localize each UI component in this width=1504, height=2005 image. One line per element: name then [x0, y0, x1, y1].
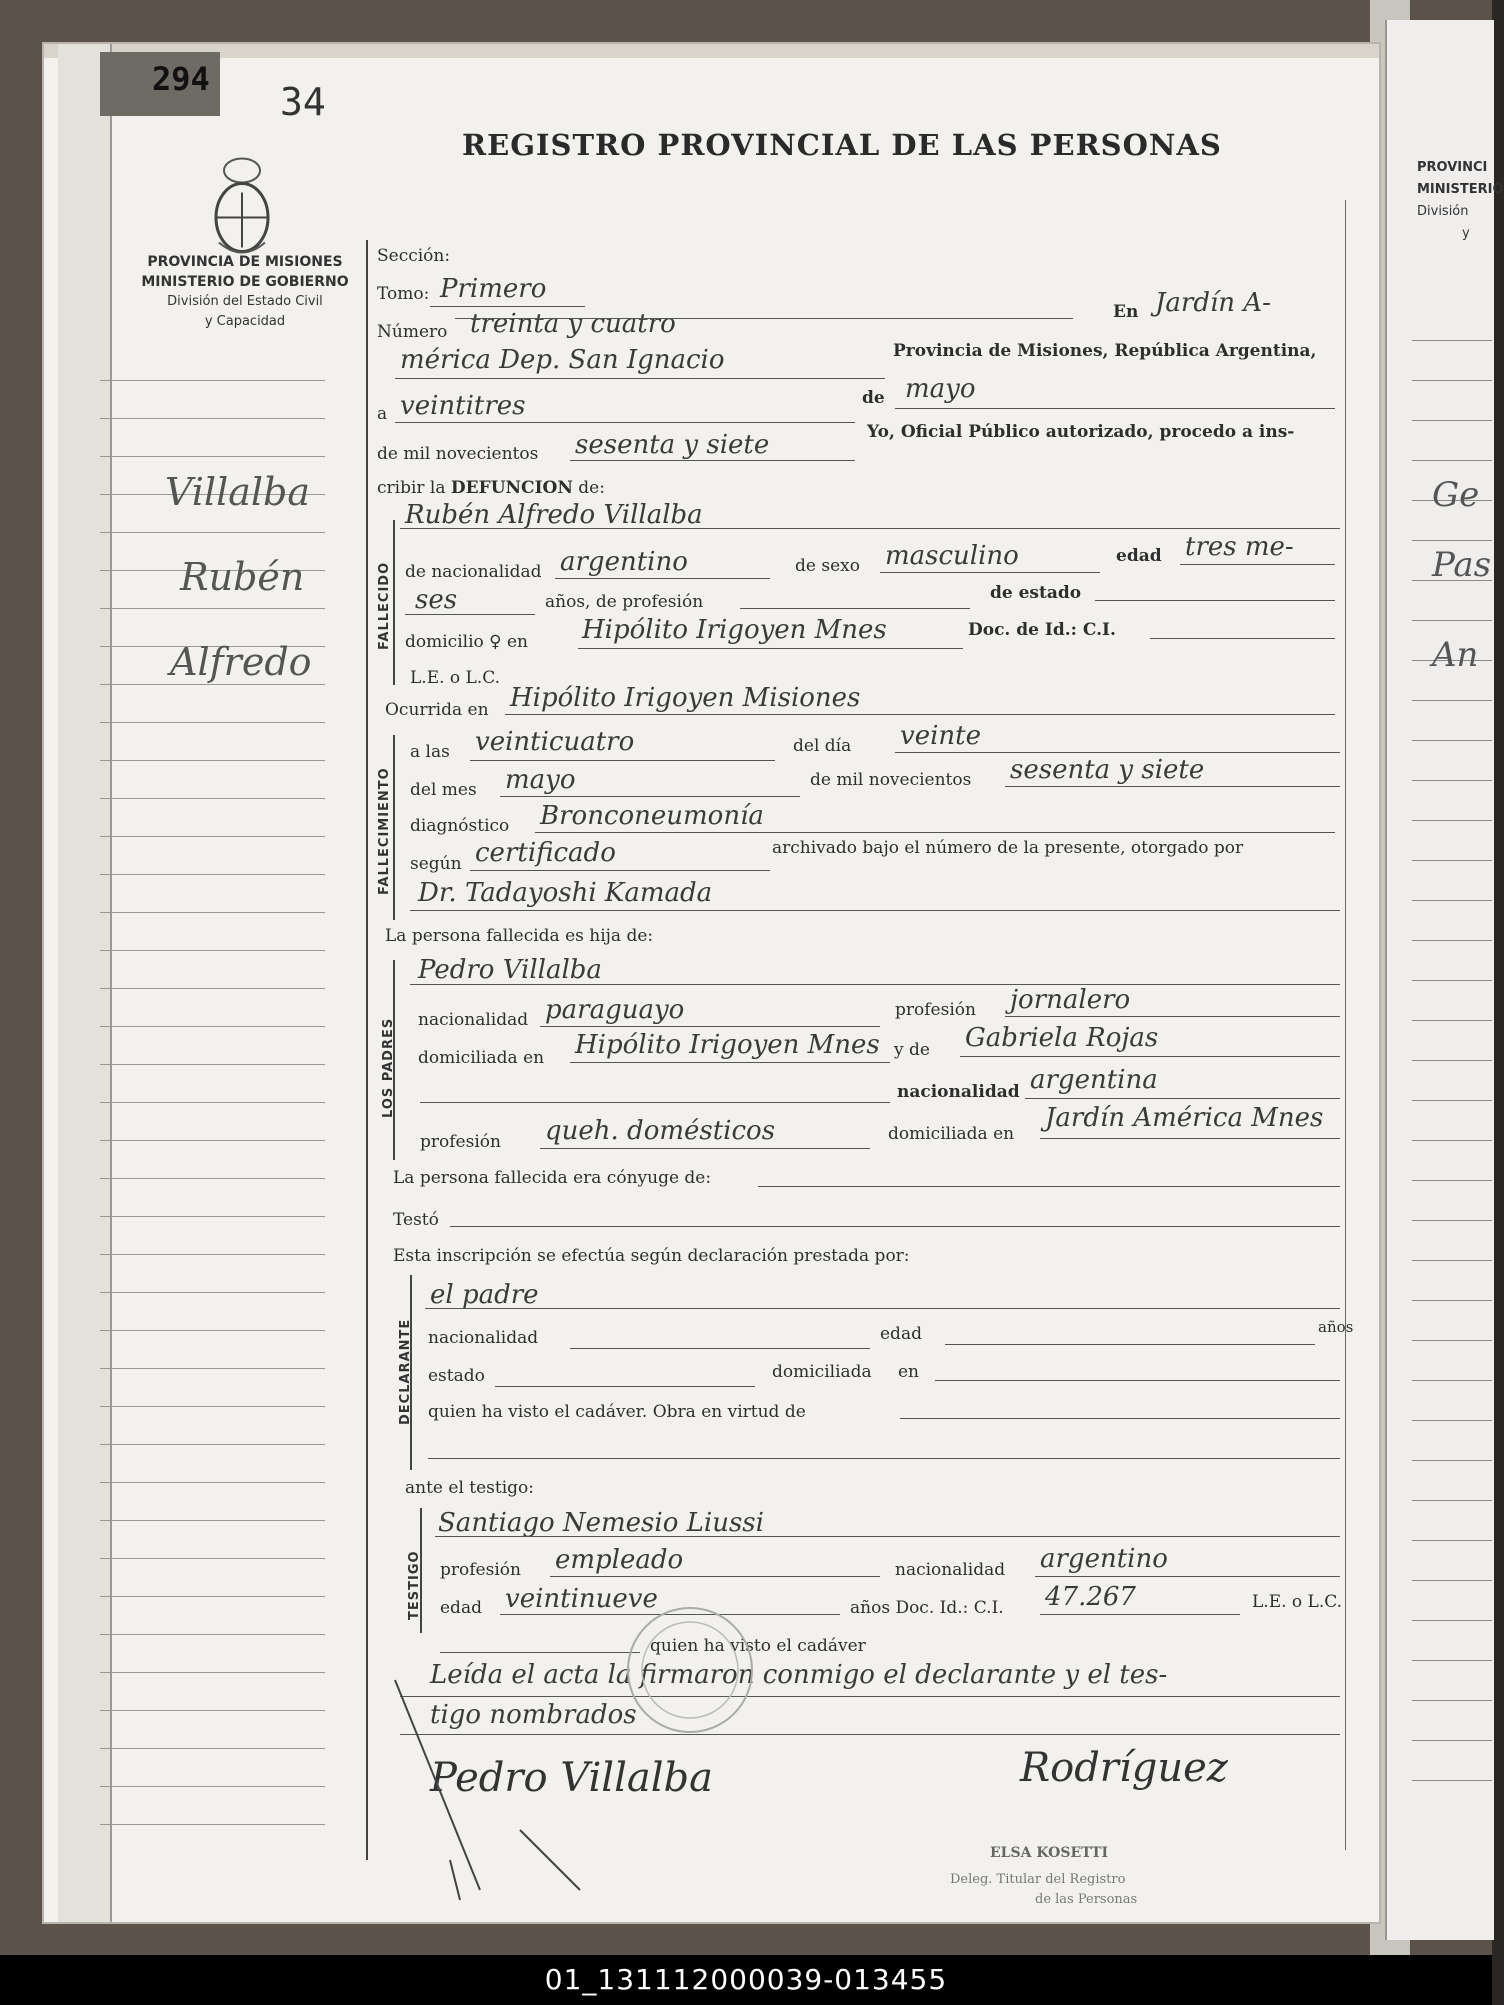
sexo-label: de sexo — [795, 556, 860, 576]
old-page-number-patch — [100, 52, 220, 116]
fallecido-rule — [393, 520, 395, 685]
dia-value: veinte — [900, 721, 981, 751]
margin-ruled-line — [100, 1520, 325, 1521]
diagnostico-label: diagnóstico — [410, 816, 510, 836]
fallecido-section-label: FALLECIDO — [377, 561, 392, 650]
declarante-visto-text: quien ha visto el cadáver. Obra en virtud de — [428, 1402, 806, 1422]
declarante-section-label: DECLARANTE — [398, 1318, 413, 1425]
numero-label: Número — [377, 322, 448, 342]
inscribir-text: cribir la DEFUNCION de: — [377, 478, 605, 498]
testigo-name: Santiago Nemesio Liussi — [438, 1508, 764, 1538]
agency-line: MINISTERIO DE GOBIERNO — [141, 274, 349, 290]
margin-ruled-line — [100, 988, 325, 989]
margin-ruled-line — [100, 1558, 325, 1559]
margin-ruled-line — [100, 1596, 325, 1597]
provincia-text: Provincia de Misiones, República Argentina, — [893, 341, 1317, 361]
y-de-label: y de — [894, 1040, 930, 1060]
testigo-doc-label: años Doc. Id.: C.I. — [850, 1598, 1004, 1618]
testigo-profesion-value: empleado — [555, 1545, 684, 1575]
margin-ruled-line — [100, 684, 325, 685]
margin-ruled-line — [100, 1330, 325, 1331]
margin-ruled-line — [100, 1710, 325, 1711]
declarante-en-label: en — [898, 1362, 920, 1382]
testigo-le-lc-label: L.E. o L.C. — [1252, 1592, 1343, 1612]
padre-domiciliada-label: domiciliada en — [418, 1048, 545, 1068]
margin-ruled-line — [100, 608, 325, 609]
year-prefix: de mil novecientos — [377, 444, 539, 464]
margin-ruled-line — [100, 1102, 325, 1103]
day-value: veintitres — [400, 391, 526, 421]
margin-ruled-line — [100, 456, 325, 457]
agency-block — [130, 252, 360, 332]
closing-line-1: Leída el acta la firmaron conmigo el declarante y el tes- — [430, 1660, 1168, 1690]
margin-ruled-line — [100, 1406, 325, 1407]
padre-nacionalidad-value: paraguayo — [545, 995, 685, 1025]
madre-profesion-label: profesión — [420, 1132, 501, 1152]
main-form-rule — [366, 240, 368, 1860]
mes-value: mayo — [505, 765, 576, 795]
en-label: En — [1113, 302, 1139, 322]
madre-domiciliada-label: domiciliada en — [888, 1124, 1015, 1144]
del-mes-label: del mes — [410, 780, 477, 800]
segun-label: según — [410, 854, 462, 874]
edad-value-continued: ses — [415, 585, 458, 615]
ocurrida-label: Ocurrida en — [385, 700, 489, 720]
ano-value: sesenta y siete — [1010, 755, 1205, 785]
fallecimiento-rule — [393, 735, 395, 920]
padre-domiciliada-value: Hipólito Irigoyen Mnes — [575, 1030, 880, 1060]
right-form-rule — [1345, 200, 1346, 1850]
testo-label: Testó — [393, 1210, 439, 1230]
facing-page-handwriting: Pas — [1432, 545, 1492, 585]
facing-page — [1385, 20, 1504, 1940]
testigo-nacionalidad-label: nacionalidad — [895, 1560, 1006, 1580]
declarante-anos-label: años — [1318, 1318, 1354, 1336]
testigo-section-label: TESTIGO — [407, 1550, 422, 1620]
ante-testigo-label: ante el testigo: — [405, 1478, 535, 1498]
margin-ruled-line — [100, 1748, 325, 1749]
anos-profesion-label: años, de profesión — [545, 592, 704, 612]
segun-value: certificado — [475, 838, 616, 868]
facing-page-handwriting: An — [1432, 635, 1479, 675]
margin-ruled-line — [100, 1254, 325, 1255]
margin-ruled-line — [100, 1672, 325, 1673]
facing-page-text: PROVINCI — [1417, 160, 1488, 175]
margin-ruled-line — [100, 798, 325, 799]
margin-ruled-line — [100, 380, 325, 381]
facing-page-text: MINISTERIO — [1417, 182, 1504, 197]
declarante-nacionalidad-label: nacionalidad — [428, 1328, 539, 1348]
declaracion-text: Esta inscripción se efectúa según declaración prestada por: — [393, 1246, 910, 1266]
edad-value: tres me- — [1185, 532, 1294, 562]
hija-label: La persona fallecida es hija de: — [385, 926, 654, 946]
doc-id-label: Doc. de Id.: C.I. — [968, 620, 1116, 640]
margin-ruled-line — [100, 1026, 325, 1027]
margin-ruled-line — [100, 836, 325, 837]
month-value: mayo — [905, 374, 976, 404]
stamp-name: ELSA KOSETTI — [990, 1845, 1109, 1861]
declarante-estado-label: estado — [428, 1366, 485, 1386]
seccion-label: Sección: — [377, 246, 451, 266]
madre-nacionalidad-label: nacionalidad — [897, 1082, 1020, 1102]
page-title: REGISTRO PROVINCIAL DE LAS PERSONAS — [462, 128, 1222, 162]
de-mil-label: de mil novecientos — [810, 770, 972, 790]
agency-line: División del Estado Civil — [167, 294, 323, 309]
place-value: mérica Dep. San Ignacio — [400, 345, 725, 375]
year-value: sesenta y siete — [575, 430, 770, 460]
padre-nacionalidad-label: nacionalidad — [418, 1010, 529, 1030]
margin-ruled-line — [100, 912, 325, 913]
declarante-signature: Pedro Villalba — [430, 1755, 713, 1801]
edad-label: edad — [1116, 546, 1162, 566]
margin-ruled-line — [100, 1824, 325, 1825]
padre-profesion-value: jornalero — [1010, 985, 1131, 1015]
nacionalidad-value: argentino — [560, 547, 688, 577]
hora-value: veinticuatro — [475, 727, 635, 757]
declarante-domiciliada-label: domiciliada — [772, 1362, 872, 1382]
closing-line-2: tigo nombrados — [430, 1700, 637, 1730]
testigo-nacionalidad-value: argentino — [1040, 1544, 1168, 1574]
domicilio-label: domicilio ♀ en — [405, 632, 529, 652]
nacionalidad-label: de nacionalidad — [405, 562, 542, 582]
testigo-edad-value: veintinueve — [505, 1584, 658, 1614]
margin-ruled-line — [100, 1216, 325, 1217]
image-caption: 01_131112000039-013455 — [0, 1955, 1492, 2005]
facing-page-text: y — [1462, 226, 1470, 241]
testigo-visto-text: quien ha visto el cadáver — [650, 1636, 866, 1656]
margin-ruled-line — [100, 532, 325, 533]
a-las-label: a las — [410, 742, 450, 762]
de-label: de — [862, 388, 885, 408]
estado-label: de estado — [990, 583, 1082, 603]
declarante-value: el padre — [430, 1280, 539, 1310]
tomo-label: Tomo: — [377, 284, 430, 304]
numero-value: treinta y cuatro — [470, 309, 676, 339]
margin-ruled-line — [100, 1140, 325, 1141]
margin-ruled-line — [100, 760, 325, 761]
madre-nacionalidad-value: argentina — [1030, 1065, 1158, 1095]
padre-profesion-label: profesión — [895, 1000, 976, 1020]
margin-ruled-line — [100, 1634, 325, 1635]
fallecimiento-section-label: FALLECIMIENTO — [377, 767, 392, 895]
official-signature: Rodríguez — [1020, 1745, 1228, 1791]
testigo-edad-label: edad — [440, 1598, 482, 1618]
margin-ruled-line — [100, 722, 325, 723]
declarante-edad-label: edad — [880, 1324, 922, 1344]
ocurrida-value: Hipólito Irigoyen Misiones — [510, 683, 861, 713]
page-number: 34 — [280, 80, 326, 124]
testigo-profesion-label: profesión — [440, 1560, 521, 1580]
madre-value: Gabriela Rojas — [965, 1023, 1159, 1053]
agency-line: y Capacidad — [204, 314, 286, 329]
madre-profesion-value: queh. domésticos — [545, 1116, 776, 1146]
margin-ruled-line — [100, 1292, 325, 1293]
padres-section-label: LOS PADRES — [381, 1017, 396, 1118]
diagnostico-value: Bronconeumonía — [540, 801, 764, 831]
margin-first-name: Rubén — [180, 555, 305, 599]
margin-ruled-line — [100, 1064, 325, 1065]
archivado-text: archivado bajo el número de la presente, otorgado por — [772, 838, 1244, 858]
testigo-ci-value: 47.267 — [1045, 1582, 1136, 1612]
doctor-value: Dr. Tadayoshi Kamada — [418, 878, 713, 908]
a-label: a — [377, 404, 388, 424]
margin-ruled-line — [100, 874, 325, 875]
margin-surname: Villalba — [165, 470, 311, 514]
padre-value: Pedro Villalba — [418, 955, 602, 985]
stamp-title: Deleg. Titular del Registro — [950, 1872, 1126, 1887]
deceased-name: Rubén Alfredo Villalba — [405, 500, 703, 530]
margin-ruled-line — [100, 418, 325, 419]
margin-ruled-line — [100, 1786, 325, 1787]
margin-middle-name: Alfredo — [170, 640, 312, 684]
sexo-value: masculino — [885, 541, 1019, 571]
margin-ruled-line — [100, 950, 325, 951]
en-value: Jardín A- — [1155, 288, 1271, 318]
tomo-value: Primero — [440, 274, 547, 304]
margin-ruled-line — [100, 1444, 325, 1445]
le-lc-label: L.E. o L.C. — [410, 668, 501, 688]
agency-line: PROVINCIA DE MISIONES — [147, 254, 343, 270]
conyuge-label: La persona fallecida era cónyuge de: — [393, 1168, 712, 1188]
madre-domiciliada-value: Jardín América Mnes — [1045, 1103, 1324, 1133]
facing-page-text: División — [1417, 204, 1469, 219]
margin-ruled-line — [100, 1178, 325, 1179]
margin-ruled-line — [100, 1482, 325, 1483]
yo-text: Yo, Oficial Público autorizado, procedo a ins- — [867, 422, 1295, 442]
old-page-number: 294 — [152, 60, 210, 98]
signature-strokes — [390, 1660, 650, 1900]
domicilio-value: Hipólito Irigoyen Mnes — [582, 615, 887, 645]
del-dia-label: del día — [793, 736, 852, 756]
margin-ruled-line — [100, 1368, 325, 1369]
facing-page-handwriting: Ge — [1432, 475, 1480, 515]
stamp-office: de las Personas — [1035, 1892, 1138, 1907]
